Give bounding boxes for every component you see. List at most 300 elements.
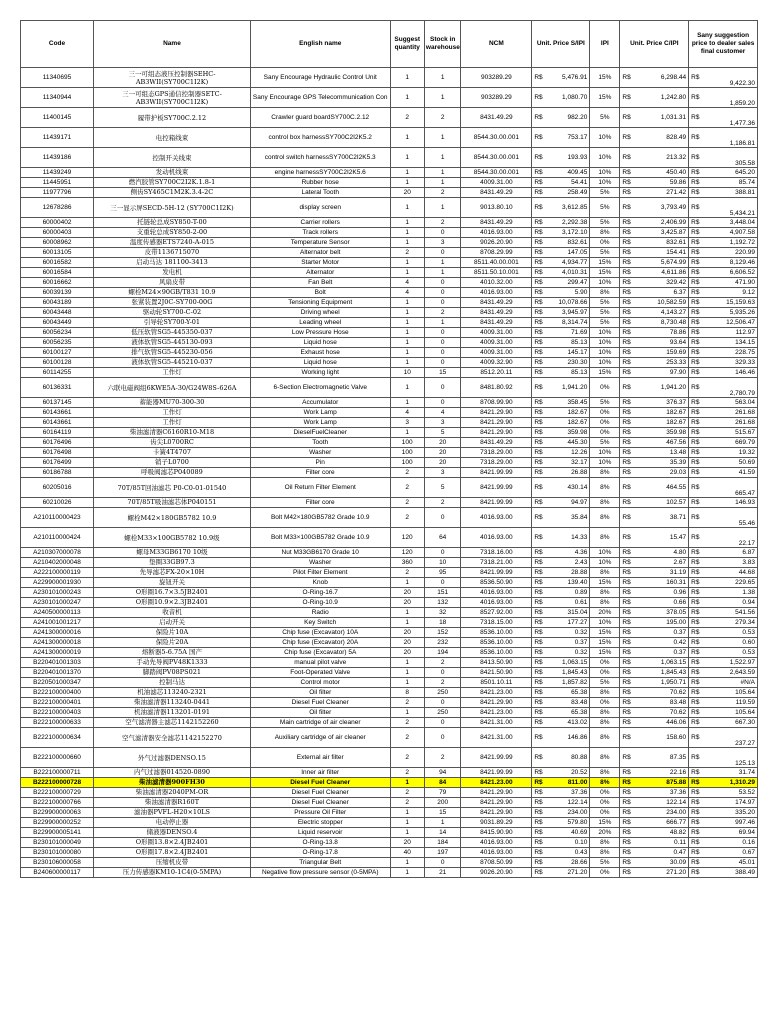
name-cell: 低压软管SG5-445350-037 [94,328,251,338]
table-row[interactable] [21,588,758,598]
currency-cell: R$ [532,718,545,728]
table-row[interactable] [21,528,758,548]
table-row[interactable] [21,448,758,458]
ncm-cell: 8536.50.90 [461,578,532,588]
ipi-cell: 15% [590,638,620,648]
unit-price-c-ipi-cell: 37.36 [633,788,689,798]
ncm-cell: 8421.29.90 [461,808,532,818]
table-row[interactable] [21,578,758,588]
table-row[interactable] [21,278,758,288]
currency-cell: R$ [689,128,702,148]
code-cell: 11439186 [21,148,94,168]
english-name-cell: Knob [250,578,390,588]
currency-cell: R$ [689,528,702,548]
quantity-cell: 2 [390,568,424,578]
currency-cell: R$ [689,748,702,768]
currency-cell: R$ [689,658,702,668]
currency-cell: R$ [689,788,702,798]
suggested-price-cell: 105.64 [702,688,758,698]
table-row[interactable] [21,508,758,528]
currency-cell: R$ [532,338,545,348]
ipi-cell: 10% [590,448,620,458]
table-row[interactable] [21,808,758,818]
name-cell: 工作灯 [94,418,251,428]
currency-cell: R$ [532,358,545,368]
unit-price-c-ipi-cell: 0.11 [633,838,689,848]
currency-cell: R$ [620,628,633,638]
table-row[interactable] [21,248,758,258]
table-row[interactable] [21,438,758,448]
ncm-cell: 7318.15.00 [461,618,532,628]
name-cell: 手动先导阀PV48K1333 [94,658,251,668]
unit-price-s-ipi-cell: 182.67 [545,418,590,428]
ipi-cell: 0% [590,698,620,708]
name-cell: 电动停止器 [94,818,251,828]
currency-cell: R$ [689,688,702,698]
quantity-cell: 2 [390,748,424,768]
ipi-cell: 8% [590,848,620,858]
table-row[interactable] [21,698,758,708]
unit-price-s-ipi-cell: 26.88 [545,468,590,478]
quantity-cell: 100 [390,438,424,448]
stock-cell: 0 [424,858,461,868]
table-row[interactable] [21,868,758,878]
stock-cell: 3 [424,238,461,248]
name-cell: O形圈17.8×2.4JB2401 [94,848,251,858]
ncm-cell: 8413.50.90 [461,658,532,668]
currency-cell: R$ [532,608,545,618]
unit-price-s-ipi-cell: 8,314.74 [545,318,590,328]
table-row[interactable] [21,828,758,838]
unit-price-c-ipi-cell: 70.62 [633,688,689,698]
name-cell: 柴油滤清器C6160R10-M18 [94,428,251,438]
table-row[interactable] [21,568,758,578]
name-cell: 工作灯 [94,408,251,418]
table-row[interactable] [21,68,758,88]
currency-cell: R$ [689,718,702,728]
table-row[interactable] [21,268,758,278]
table-row[interactable] [21,778,758,788]
suggested-price-cell: 134.15 [702,338,758,348]
name-cell: 保险片20A [94,638,251,648]
name-cell: 保险片10A [94,628,251,638]
currency-cell: R$ [620,368,633,378]
unit-price-s-ipi-cell: 35.84 [545,508,590,528]
table-row[interactable] [21,178,758,188]
currency-cell: R$ [532,228,545,238]
suggested-price-cell: 146.46 [702,368,758,378]
code-cell: B240600000117 [21,868,94,878]
table-row[interactable] [21,638,758,648]
table-row[interactable] [21,498,758,508]
currency-cell: R$ [620,68,633,88]
table-row[interactable] [21,308,758,318]
ncm-cell: 4010.32.00 [461,278,532,288]
table-row[interactable] [21,318,758,328]
currency-cell: R$ [689,278,702,288]
currency-cell: R$ [620,308,633,318]
table-row[interactable] [21,838,758,848]
english-name-cell: display screen [250,198,390,218]
table-row[interactable] [21,818,758,828]
ipi-cell: 5% [590,398,620,408]
unit-price-c-ipi-cell: 832.61 [633,238,689,248]
unit-price-s-ipi-cell: 65.38 [545,708,590,718]
table-row[interactable] [21,368,758,378]
stock-cell: 5 [424,478,461,498]
table-row[interactable] [21,428,758,438]
unit-price-s-ipi-cell: 94.97 [545,498,590,508]
english-name-cell: Oil filter [250,688,390,698]
table-row[interactable] [21,678,758,688]
stock-cell: 15 [424,808,461,818]
suggested-price-cell: 667.30 [702,718,758,728]
english-name-cell: engine harnessSY700C2I2K5.6 [250,168,390,178]
currency-cell: R$ [620,108,633,128]
table-row[interactable] [21,708,758,718]
table-row[interactable] [21,718,758,728]
currency-cell: R$ [620,838,633,848]
unit-price-s-ipi-cell: 85.13 [545,338,590,348]
unit-price-s-ipi-cell: 315.04 [545,608,590,618]
quantity-cell: 8 [390,688,424,698]
suggested-price-cell: 6,606.52 [702,268,758,278]
table-row[interactable] [21,348,758,358]
currency-cell: R$ [689,68,702,88]
code-cell: B220501000347 [21,678,94,688]
table-row[interactable] [21,728,758,748]
code-cell: 60016582 [21,258,94,268]
stock-cell: 151 [424,588,461,598]
currency-cell: R$ [689,218,702,228]
table-row[interactable] [21,258,758,268]
quantity-cell: 1 [390,178,424,188]
currency-cell: R$ [620,358,633,368]
currency-cell: R$ [532,838,545,848]
table-row[interactable] [21,608,758,618]
suggested-price-cell: 105.64 [702,708,758,718]
unit-price-c-ipi-cell: 6.37 [633,288,689,298]
quantity-cell: 1 [390,828,424,838]
stock-cell: 20 [424,438,461,448]
currency-cell: R$ [689,348,702,358]
stock-cell: 0 [424,288,461,298]
suggested-price-cell: 279.34 [702,618,758,628]
table-row[interactable] [21,228,758,238]
table-row[interactable] [21,408,758,418]
english-name-cell: Washer [250,558,390,568]
code-cell: 11439249 [21,168,94,178]
table-row[interactable] [21,198,758,218]
ncm-cell: 8431.49.29 [461,438,532,448]
currency-cell: R$ [532,378,545,398]
table-row[interactable] [21,328,758,338]
quantity-cell: 1 [390,858,424,868]
ipi-cell: 8% [590,598,620,608]
unit-price-c-ipi-cell: 35.39 [633,458,689,468]
table-row[interactable] [21,548,758,558]
currency-cell: R$ [532,498,545,508]
table-row[interactable] [21,148,758,168]
ncm-cell: 8708.29.99 [461,248,532,258]
ncm-cell: 9031.89.29 [461,818,532,828]
stock-cell: 0 [424,358,461,368]
currency-cell: R$ [689,398,702,408]
currency-cell: R$ [689,578,702,588]
currency-cell: R$ [532,218,545,228]
table-row[interactable] [21,378,758,398]
english-name-cell: Bolt M42×180GB5782 Grade 10.9 [250,508,390,528]
table-row[interactable] [21,558,758,568]
table-row[interactable] [21,748,758,768]
ipi-cell: 8% [590,588,620,598]
name-cell: 发动机线束 [94,168,251,178]
unit-price-s-ipi-cell: 1,063.15 [545,658,590,668]
unit-price-c-ipi-cell: 78.86 [633,328,689,338]
currency-cell: R$ [620,718,633,728]
table-row[interactable] [21,128,758,148]
currency-cell: R$ [620,818,633,828]
currency-cell: R$ [689,368,702,378]
currency-cell: R$ [620,468,633,478]
name-cell: 空气滤清器安全滤芯1142152270 [94,728,251,748]
table-row[interactable] [21,168,758,178]
currency-cell: R$ [689,818,702,828]
table-row[interactable] [21,218,758,228]
unit-price-s-ipi-cell: 193.93 [545,148,590,168]
table-row[interactable] [21,458,758,468]
unit-price-s-ipi-cell: 83.48 [545,698,590,708]
stock-cell: 18 [424,618,461,628]
english-name-cell: O-Ring-17.8 [250,848,390,858]
ncm-cell: 8481.80.92 [461,378,532,398]
currency-cell: R$ [532,778,545,788]
unit-price-c-ipi-cell: 378.05 [633,608,689,618]
quantity-cell: 10 [390,368,424,378]
ncm-cell: 8421.29.90 [461,418,532,428]
table-row[interactable] [21,468,758,478]
name-cell: 温度传感器ETS7240-A-015 [94,238,251,248]
table-row[interactable] [21,188,758,198]
table-row[interactable] [21,358,758,368]
name-cell: 滤油器PVFL-H20×10LS [94,808,251,818]
name-cell: 张紧装置2J0C-SY700-00G [94,298,251,308]
unit-price-s-ipi-cell: 5,476.91 [545,68,590,88]
ipi-cell: 0% [590,868,620,878]
stock-cell: 1 [424,168,461,178]
currency-cell: R$ [620,148,633,168]
english-name-cell: Diesel Fuel Cleaner [250,798,390,808]
ipi-cell: 10% [590,558,620,568]
table-row[interactable] [21,848,758,858]
currency-cell: R$ [532,478,545,498]
name-cell: 呼吸阀滤芯P040089 [94,468,251,478]
currency-cell: R$ [532,148,545,168]
ncm-cell: 8421.99.99 [461,748,532,768]
quantity-cell: 1 [390,358,424,368]
currency-cell: R$ [620,268,633,278]
table-row[interactable] [21,298,758,308]
currency-cell: R$ [532,198,545,218]
code-cell: 60143661 [21,408,94,418]
currency-cell: R$ [532,528,545,548]
currency-cell: R$ [532,558,545,568]
suggested-price-cell: 2,643.59 [702,668,758,678]
code-cell: A210110000424 [21,528,94,548]
ncm-cell: 8421.99.99 [461,568,532,578]
currency-cell: R$ [620,458,633,468]
table-row[interactable] [21,628,758,638]
english-name-cell: Sany Encourage Hydraulic Control Unit [250,68,390,88]
code-cell: B222100000634 [21,728,94,748]
code-cell: 60043448 [21,308,94,318]
ncm-cell: 4009.31.00 [461,178,532,188]
table-row[interactable] [21,688,758,698]
table-row[interactable] [21,798,758,808]
header-stock: Stock in warehouse [424,21,461,68]
ipi-cell: 10% [590,458,620,468]
currency-cell: R$ [620,578,633,588]
currency-cell: R$ [689,418,702,428]
table-row[interactable] [21,668,758,678]
currency-cell: R$ [532,648,545,658]
quantity-cell: 1 [390,808,424,818]
name-cell: 螺栓M24×90GB/T831 10.9 [94,288,251,298]
ipi-cell: 8% [590,478,620,498]
ncm-cell: 903289.29 [461,68,532,88]
unit-price-c-ipi-cell: 6,298.44 [633,68,689,88]
currency-cell: R$ [620,448,633,458]
name-cell: 机油滤清器113201-0191 [94,708,251,718]
currency-cell: R$ [689,378,702,398]
suggested-price-cell: 55.46 [702,508,758,528]
quantity-cell: 1 [390,168,424,178]
suggested-price-cell: 237.27 [702,728,758,748]
ipi-cell: 5% [590,858,620,868]
currency-cell: R$ [620,188,633,198]
quantity-cell: 1 [390,268,424,278]
ipi-cell: 8% [590,768,620,778]
stock-cell: 0 [424,698,461,708]
suggested-price-cell: 44.68 [702,568,758,578]
suggested-price-cell: 0.53 [702,648,758,658]
unit-price-c-ipi-cell: 102.57 [633,498,689,508]
suggested-price-cell: 0.94 [702,598,758,608]
table-row[interactable] [21,858,758,868]
table-row[interactable] [21,288,758,298]
stock-cell: 0 [424,668,461,678]
ipi-cell: 8% [590,568,620,578]
table-row[interactable] [21,478,758,498]
currency-cell: R$ [689,708,702,718]
english-name-cell: Bolt M33×100GB5782 Grade 10.9 [250,528,390,548]
unit-price-c-ipi-cell: 0.42 [633,638,689,648]
currency-cell: R$ [532,348,545,358]
unit-price-c-ipi-cell: 2,406.99 [633,218,689,228]
stock-cell: 79 [424,788,461,798]
suggested-price-cell: 0.16 [702,838,758,848]
currency-cell: R$ [532,258,545,268]
table-row[interactable] [21,598,758,608]
quantity-cell: 2 [390,768,424,778]
suggested-price-cell: 9.12 [702,288,758,298]
code-cell: B220401001370 [21,668,94,678]
currency-cell: R$ [620,418,633,428]
currency-cell: R$ [532,248,545,258]
name-cell: 销子L0700 [94,458,251,468]
ncm-cell: 8421.31.00 [461,728,532,748]
table-row[interactable] [21,788,758,798]
suggested-price-cell: 4,907.58 [702,228,758,238]
quantity-cell: 1 [390,238,424,248]
currency-cell: R$ [689,228,702,238]
currency-cell: R$ [689,318,702,328]
stock-cell: 5 [424,428,461,438]
table-row[interactable] [21,658,758,668]
ipi-cell: 5% [590,218,620,228]
table-row[interactable] [21,618,758,628]
table-row[interactable] [21,338,758,348]
currency-cell: R$ [620,778,633,788]
table-row[interactable] [21,648,758,658]
code-cell: 60056235 [21,338,94,348]
table-row[interactable] [21,88,758,108]
ncm-cell: 8421.23.00 [461,708,532,718]
ncm-cell: 8431.49.29 [461,298,532,308]
table-row[interactable] [21,768,758,778]
unit-price-s-ipi-cell: 271.20 [545,868,590,878]
table-row[interactable] [21,418,758,428]
currency-cell: R$ [532,658,545,668]
quantity-cell: 1 [390,618,424,628]
ipi-cell: 5% [590,318,620,328]
unit-price-s-ipi-cell: 0.10 [545,838,590,848]
stock-cell: 250 [424,708,461,718]
unit-price-c-ipi-cell: 22.16 [633,768,689,778]
table-row[interactable] [21,398,758,408]
unit-price-c-ipi-cell: 4,143.27 [633,308,689,318]
name-cell: 托链轮总成SY850-T-00 [94,218,251,228]
currency-cell: R$ [532,848,545,858]
code-cell: B220401001303 [21,658,94,668]
ipi-cell: 0% [590,418,620,428]
name-cell: 70T/85T吸油滤芯体P040151 [94,498,251,508]
suggested-price-cell: 19.32 [702,448,758,458]
currency-cell: R$ [620,248,633,258]
unit-price-c-ipi-cell: 467.56 [633,438,689,448]
code-cell: 60013105 [21,248,94,258]
ncm-cell: 8421.29.90 [461,698,532,708]
currency-cell: R$ [620,848,633,858]
name-cell: 收音机 [94,608,251,618]
currency-cell: R$ [532,768,545,778]
stock-cell: 152 [424,628,461,638]
unit-price-s-ipi-cell: 409.45 [545,168,590,178]
header-ncm: NCM [461,21,532,68]
currency-cell: R$ [689,238,702,248]
english-name-cell: control switch harnessSY700C2I2K5.3 [250,148,390,168]
unit-price-c-ipi-cell: 0.96 [633,588,689,598]
stock-cell: 64 [424,528,461,548]
table-row[interactable] [21,238,758,248]
currency-cell: R$ [689,88,702,108]
currency-cell: R$ [689,198,702,218]
stock-cell: 132 [424,598,461,608]
stock-cell: 0 [424,328,461,338]
table-row[interactable] [21,108,758,128]
unit-price-c-ipi-cell: 271.20 [633,868,689,878]
currency-cell: R$ [532,868,545,878]
